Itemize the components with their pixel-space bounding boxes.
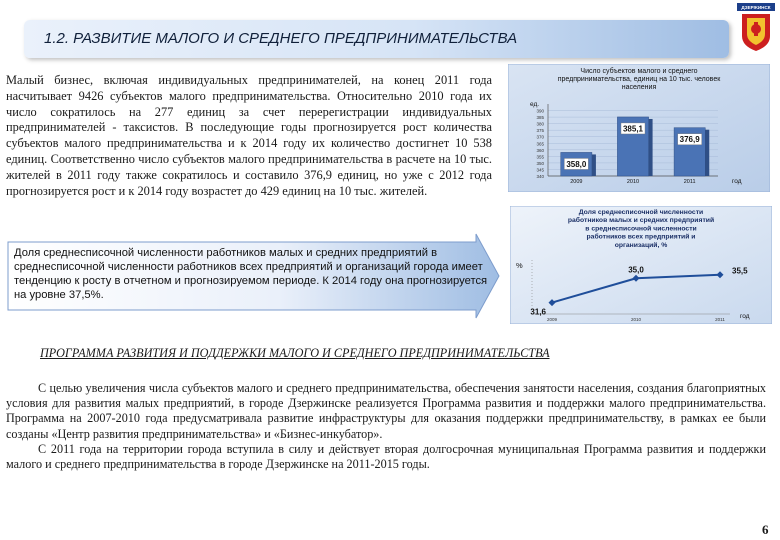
chart1-title-line2: предпринимательства, единиц на 10 тыс. человек xyxy=(557,76,721,83)
chart1-title-line1: Число субъектов малого и среднего xyxy=(580,68,698,75)
city-emblem xyxy=(736,2,776,54)
chart1-xtick-label: 2010 xyxy=(626,179,640,185)
chart1-ytick-label: 380 xyxy=(536,121,544,127)
chart1-xtick-label: 2009 xyxy=(570,179,583,185)
program-heading: ПРОГРАММА РАЗВИТИЯ И ПОДДЕРЖКИ МАЛОГО И СРЕДНЕГО ПРЕДПРИНИМАТЕЛЬСТВА xyxy=(40,346,550,360)
chart1-bar-side xyxy=(705,130,709,176)
chart1-xlabel: год xyxy=(732,178,742,185)
page-title: 1.2. РАЗВИТИЕ МАЛОГО И СРЕДНЕГО ПРЕДПРИНИМАТЕЛЬСТВА xyxy=(44,30,518,47)
chart1-ytick-label: 365 xyxy=(536,141,544,147)
chart1-ytick-label: 345 xyxy=(536,167,544,173)
chart2-title-line: Доля среднесписочной численности xyxy=(578,209,704,216)
chart2-xtick-label: 2009 xyxy=(546,317,558,322)
chart1-bar-side xyxy=(592,154,596,176)
title-bar xyxy=(24,20,729,58)
arrow-note-text: Доля среднесписочной численности работников малых и средних предприятий в среднесписочной численности работников всех предприятий и организаций города имеет тенденцию к росту в отчетном и прогнозируемом периоде. К 2014 году она прогнозируется на уровне 37,5%. xyxy=(14,247,488,301)
chart1-ytick-label: 360 xyxy=(536,147,544,153)
chart2-title-line: организаций, % xyxy=(614,241,668,249)
chart2-title-line: в среднесписочной численности xyxy=(585,225,697,233)
program-body xyxy=(6,381,766,472)
chart-subjects-per-10k xyxy=(508,64,770,192)
chart1-ytick-label: 385 xyxy=(536,115,544,121)
chart1-data-label: 376,9 xyxy=(679,135,700,145)
page-number: 6 xyxy=(762,522,769,537)
chart2-title-line: работников всех предприятий и xyxy=(586,233,696,241)
chart1-ytick-label: 375 xyxy=(536,128,544,134)
chart1-bar-side xyxy=(649,119,653,176)
program-paragraph-2: С 2011 года на территории города вступила в силу и действует вторая долгосрочная муниципальная Программа развития и поддержки малого и среднего предпринимательства в городе Дзержинске на 2011-2015 годы. xyxy=(6,441,766,472)
chart1-ytick-label: 355 xyxy=(536,154,544,160)
program-paragraph-1: С целью увеличения числа субъектов малого и среднего предпринимательства, обеспечения занятости населения, создания благоприятных условия для развития малых предприятий, в городе Дзержинске реализуется Программа развития и поддержки малого предпринимательства. Программа на 2007-2010 года предусматривала развитие инфраструктуры для оказания поддержки предпринимательству, в рамках ее были созданы «Центр развития предпринимательства» и «Бизнес-инкубатор». xyxy=(6,381,766,441)
chart2-title-line: работников малых и средних предприятий xyxy=(567,217,715,225)
chart1-data-label: 385,1 xyxy=(622,124,644,134)
chart-employment-share xyxy=(510,206,772,324)
chart1-ytick-label: 390 xyxy=(536,108,544,114)
chart2-ylabel: % xyxy=(516,261,523,270)
chart2-xtick-label: 2010 xyxy=(630,317,642,322)
chart2-data-label: 35,0 xyxy=(628,265,644,275)
chart1-ytick-label: 350 xyxy=(536,160,544,166)
chart2-xlabel: год xyxy=(740,313,750,320)
chart1-ytick-label: 340 xyxy=(536,174,544,179)
chart2-data-label: 31,6 xyxy=(530,307,546,317)
chart2-data-label: 35,5 xyxy=(732,266,748,276)
chart1-ytick-label: 370 xyxy=(536,134,544,140)
chart2-xtick-label: 2011 xyxy=(715,317,725,322)
chart1-data-label: 358,0 xyxy=(566,159,587,169)
emblem-label: ДЗЕРЖИНСК xyxy=(741,5,771,10)
chart1-title-line3: населения xyxy=(621,84,657,91)
chart1-xtick-label: 2011 xyxy=(683,179,696,185)
chart1-ylabel: ед. xyxy=(530,101,540,108)
intro-paragraph: Малый бизнес, включая индивидуальных предпринимателей, на конец 2011 года насчитывает 9426 субъектов малого предпринимательства. Относительно 2010 года их число сократилось на 277 единиц за счет перерегистрации индивидуальных предпринимателей - таксистов. В последующие годы прогнозируется рост количества субъектов малого предпринимательства и к 2014 году их количество достигнет 10 538 единиц. Соответственно число субъектов малого предпринимательства в расчете на 10 тыс. жителей в 2011 году также сократилось и составило 376,9 единиц, но уже с 2012 года прогнозируется рост и к 2014 году возрастет до 429 единиц на 10 тыс. жителей. xyxy=(6,73,492,198)
